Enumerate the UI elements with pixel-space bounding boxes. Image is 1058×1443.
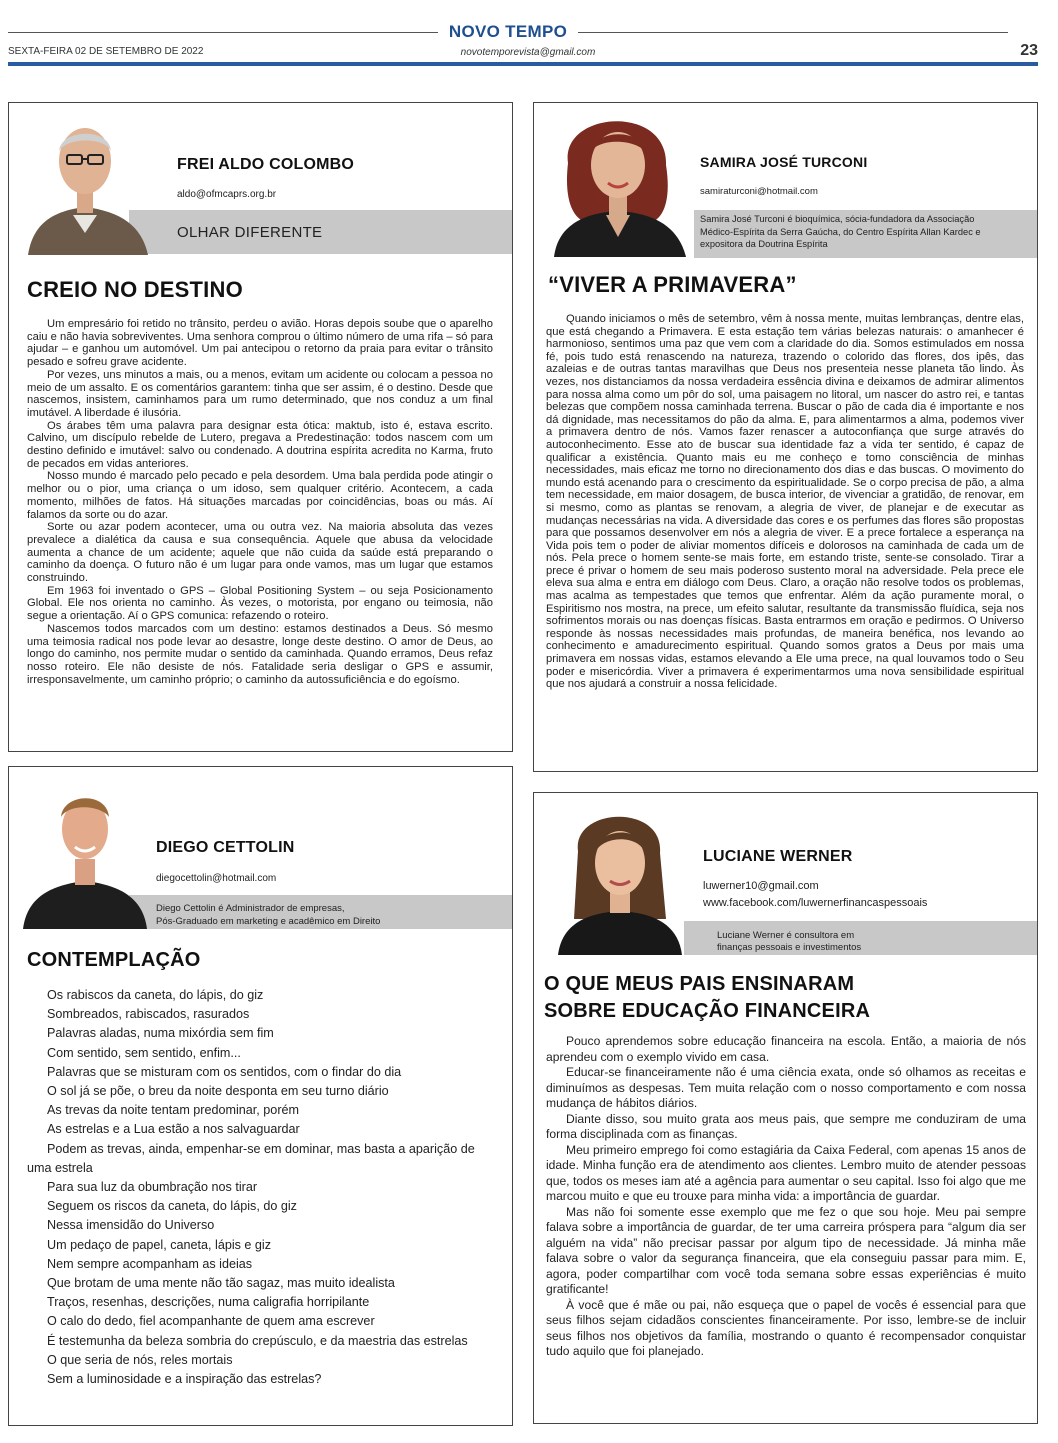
author-name: FREI ALDO COLOMBO [177,156,355,173]
poem-line: Com sentido, sem sentido, enfim... [47,1045,241,1060]
header-divider [8,62,1038,66]
page-number: 23 [1020,42,1038,59]
paragraph: Diante disso, sou muito grata aos meus pais, que sempre me conduziram de uma forma disciplinada com as finanças. [546,1111,1026,1141]
article-title: “VIVER A PRIMAVERA” [548,272,797,297]
paragraph: Por vezes, uns minutos a mais, ou a menos, evitam um acidente ou colocam a pessoa no meio de um assalto. E os comentários garantem: tinha que ser assim, é o destino. Desde que nascemos, insistem, caminhamos para um rumo determinado, que nos conduz a um final imutável. A liberdade é ilusória. [27,368,493,419]
poem-line: Nessa imensidão do Universo [47,1218,215,1233]
paragraph: Meu primeiro emprego foi como estagiária da Caixa Federal, com apenas 15 anos de idade. Minha função era de atendimento aos clientes. Lembro muito de atender pessoas que, todos os meses iam até a agência para aumentar o seu capital. Isso foi algo que me marcou muito e que eu trouxe para minha vida: a importância de guardar. [546,1142,1026,1203]
paragraph: Em 1963 foi inventado o GPS – Global Positioning System – ou seja Posicionamento Global. Ele nos orienta no caminho. Às vezes, o motorista, por engano ou teimosia, não segue a orientação. Aí o GPS comunica: refazendo o roteiro. [27,584,493,623]
author-bio: Samira José Turconi é bioquímica, sócia-fundadora da Associação Médico-Espírita da Serra Gaúcha, do Centro Espírita Allan Kardec e expositora da Doutrina Espírita [700,214,981,249]
author-bio-line1: Luciane Werner é consultora em [717,930,855,941]
author-bio-line2: finanças pessoais e investimentos [717,942,862,953]
article-viver-a-primavera [533,102,1038,772]
poem-line: Um pedaço de papel, caneta, lápis e giz [47,1237,272,1252]
poem-line: Que brotam de uma mente não tão sagaz, mas muito idealista [47,1276,395,1291]
poem-line: É testemunha da beleza sombria do crepúsculo, e da maestria das estrelas [47,1333,468,1348]
author-photo-luciane [554,801,686,955]
article-title-line1: O QUE MEUS PAIS ENSINARAM [544,973,855,995]
paragraph: Nosso mundo é marcado pelo pecado e pela desordem. Uma bala perdida pode atingir o melhor ou o pior, uma criança o um idoso, sem qualquer critério. Acontecem, a cada momento, milhões de fatos. Há situações marcadas por coincidências, boas ou más. Aí falamos da sorte ou do azar. [27,470,493,521]
author-bio-line1: Diego Cettolin é Administrador de empresas, [156,903,345,914]
article-title: CREIO NO DESTINO [27,277,243,302]
poem-line: Sombreados, rabiscados, rasurados [47,1007,250,1022]
article-body [546,1034,1026,1360]
masthead: NOVO TEMPO [448,22,568,41]
author-name: DIEGO CETTOLIN [156,839,295,856]
header-rule-left [8,32,438,33]
author-facebook[interactable]: www.facebook.com/luwernerfinancaspessoais [703,897,928,909]
paragraph: Mas não foi somente esse exemplo que me fez o que sou hoje. Meu pai sempre falava sobre a importância de guardar, de ter uma carreira próspera para “algum dia ser alguém na vida” não precisar passar por algum tipo de necessidade. Já minha mãe falava sobre o valor da segurança financeira, que ela conseguiu passar para mim. E, agora, poder compartilhar com você toda semana sobre essas experiências é muito gratificante! [546,1204,1026,1296]
paragraph: Educar-se financeiramente não é uma ciência exata, onde só olhamos as receitas e diminuímos as despesas. Tem muita relação com o nosso comportamento e com nossa mudança de hábitos diários. [546,1065,1026,1110]
section-label: OLHAR DIFERENTE [177,224,323,241]
article-creio-no-destino [8,102,513,752]
poem-line: As trevas da noite tentam predominar, porém [47,1103,300,1118]
poem-body [27,986,495,1389]
publication-email: novotemporevista@gmail.com [460,47,596,58]
author-email[interactable]: luwerner10@gmail.com [703,880,819,892]
poem-line: Palavras aladas, numa mixórdia sem fim [47,1026,274,1041]
paragraph: Quando iniciamos o mês de setembro, vêm à nossa mente, muitas lembranças, dentre elas, que está chegando a Primavera. E esta estação tem várias belezas naturais: o amanhecer é harmonioso, sentimos uma paz que vem com a claridade do dia. Somos estimulados em nossa fé, pois tudo está renascendo na natureza, trazendo o colorido das flores, dos ipês, das azaleias e de outras tantas maravilhas que Deus nos presenteia nesse planeta tão lindo. Às vezes, nos distanciamos da nossa verdadeira essência divina e deixamos de admirar alimentos para nossa alma como um pôr do sol, uma paisagem no litoral, um nascer do astro rei, e tantas belezas que compõem nossa caminhada terrena. Buscar o pão de cada dia é importante e nos dá dignidade, mas necessitamos do pão da alma. E, para alimentarmos a alma, podemos viver a primavera dentro de nós. Vamos fazer renascer a autoconfiança que surge através do autoconhecimento. Esse ato de buscar sua identidade faz a vida ter sentido, é capaz de qualificar a existência. Quanto mais eu me conheço e tomo consciência de minhas necessidades, mais eficaz me torno no direcionamento dos dias e das buscas. O movimento do mundo está acenando para o crescimento da espiritualidade. Se o corpo precisa de pão, a alma tem necessidade, em maior dosagem, de busca interior, de vivenciar a gratidão, de renovar, em si mesmo, como as plantas se renovam, a alegria de viver, de planejar e de executar as mudanças necessárias na vida. A diversidade das cores e os perfumes das flores são propostas para que possamos desenvolver em nós a alegria de viver. E a prece fortalece a esperança na Vida pois tem o poder de aliviar momentos difíceis e dolorosos na caminhada de cada um de nós. Pela prece o homem sente-se mais forte, em estando triste, sente-se consolado. Tirar a prece é privar o homem de seu mais poderoso sustento moral na adversidade. Pela prece ele eleva sua alma e entra em diálogo com Deus. Claro, a oração não resolve todos os problemas, mas acalma as tempestades que temos que enfrentar. Além da ação puramente moral, o Espiritismo nos mostra, na prece, um efeito salutar, resultante da transmissão fluídica, seja nos sofrimentos morais ou nas doenças físicas. Basta entrarmos em oração e pedirmos. O Universo responde às nossas necessidades mais profundas, de maneira benéfica, nos levando ao conhecimento e amadurecimento espiritual. Quando somos gratos a Deus por mais uma primavera em nossas vidas, estamos elevando a Ele uma prece, na qual louvamos todo o Seu poder e misericórdia. Viver a primavera é experimentarmos uma nova sensibilidade espiritual que nos ajudará a construir a nossa felicidade. [546,313,1024,691]
article-body [27,318,493,686]
poem-line: O sol já se põe, o breu da noite desponta em seu turno diário [47,1084,389,1099]
paragraph: Nascemos todos marcados com um destino: estamos destinados a Deus. Só mesmo uma teimosia radical nos pode levar ao desastre, longe deste destino. O amor de Deus, ao longo do caminho, nos permite mudar o sentido da caminhada. Quando erramos, Deus refaz nosso roteiro. Ele não desiste de nós. Fatalidade seria desligar o GPS e assumir, irresponsavelmente, um caminho próprio; o caminho da autossuficiência e do egoísmo. [27,622,493,686]
poem-line: O que seria de nós, reles mortais [47,1352,233,1367]
article-title: CONTEMPLAÇÃO [27,949,201,971]
author-name: SAMIRA JOSÉ TURCONI [700,154,868,170]
paragraph: Sorte ou azar podem acontecer, uma ou outra vez. Na maioria absoluta das vezes prevalece a dialética da causa e sua consequência. Aquele que abusa da velocidade aumenta a chance de um acidente; aquele que não cuida da saúde está preparando o caminho da doença. O futuro não é um lugar para onde vamos, mas um lugar que estamos construindo. [27,521,493,585]
issue-date: SEXTA-FEIRA 02 DE SETEMBRO DE 2022 [8,46,204,57]
author-photo-aldo [23,103,153,255]
article-educacao-financeira [533,792,1038,1424]
author-email[interactable]: diegocettolin@hotmail.com [156,873,277,884]
author-photo-samira [550,103,690,257]
article-contemplacao [8,766,513,1426]
article-body [546,313,1024,691]
header-rule-right [578,32,1008,33]
poem-line: O calo do dedo, fiel acompanhante de quem ama escrever [47,1314,375,1329]
author-email[interactable]: samiraturconi@hotmail.com [700,186,818,197]
author-bio-line2: Pós-Graduado em marketing e acadêmico em Direito [156,916,381,927]
author-photo-diego [21,777,149,929]
poem-line: Sem a luminosidade e a inspiração das estrelas? [47,1372,322,1387]
poem-line: Para sua luz da obumbração nos tirar [47,1180,258,1195]
paragraph: Os árabes têm uma palavra para designar esta ótica: maktub, isto é, estava escrito. Calvino, um discípulo rebelde de Lutero, pregava a Predestinação: todos nascem com um destino definido e imutável: salvo ou condenado. A doutrina espírita acredita no Karma, fruto de pecados em vidas anteriores. [27,419,493,470]
poem-line: Nem sempre acompanham as ideias [47,1256,253,1271]
author-email[interactable]: aldo@ofmcaprs.org.br [177,189,277,200]
poem-line: Palavras que se misturam com os sentidos, com o findar do dia [47,1064,402,1079]
author-name: LUCIANE WERNER [703,848,853,865]
poem-line: As estrelas e a Lua estão a nos salvaguardar [47,1122,300,1137]
poem-line: Traços, resenhas, descrições, numa caligrafia horripilante [47,1295,370,1310]
article-title-line2: SOBRE EDUCAÇÃO FINANCEIRA [544,1000,871,1022]
poem-line: Os rabiscos da caneta, do lápis, do giz [47,988,264,1002]
paragraph: Um empresário foi retido no trânsito, perdeu o avião. Horas depois soube que o aparelho caiu e não havia sobreviventes. Uma senhora comprou o último número de uma rifa – só para ajudar – e ganhou um automóvel. Um pai antecipou o retorno da praia para evitar o trânsito pesado e sofreu grave acidente. [27,318,493,369]
poem-line: Seguem os riscos da caneta, do lápis, do giz [47,1199,297,1214]
paragraph: Pouco aprendemos sobre educação financeira na escola. Então, a maioria de nós aprendeu com o exemplo vivido em casa. [546,1034,1026,1064]
paragraph: À você que é mãe ou pai, não esqueça que o papel de vocês é essencial para que seus filhos sejam cidadãos conscientes financeiramente. Por isso, lembre-se de incluir seus filhos nos objetivos da família, mostrando o quanto é recompensador conquistar tudo aquilo que foi planejado. [546,1297,1026,1358]
poem-line: Podem as trevas, ainda, empenhar-se em dominar, mas basta a aparição de uma estrela [27,1141,475,1175]
